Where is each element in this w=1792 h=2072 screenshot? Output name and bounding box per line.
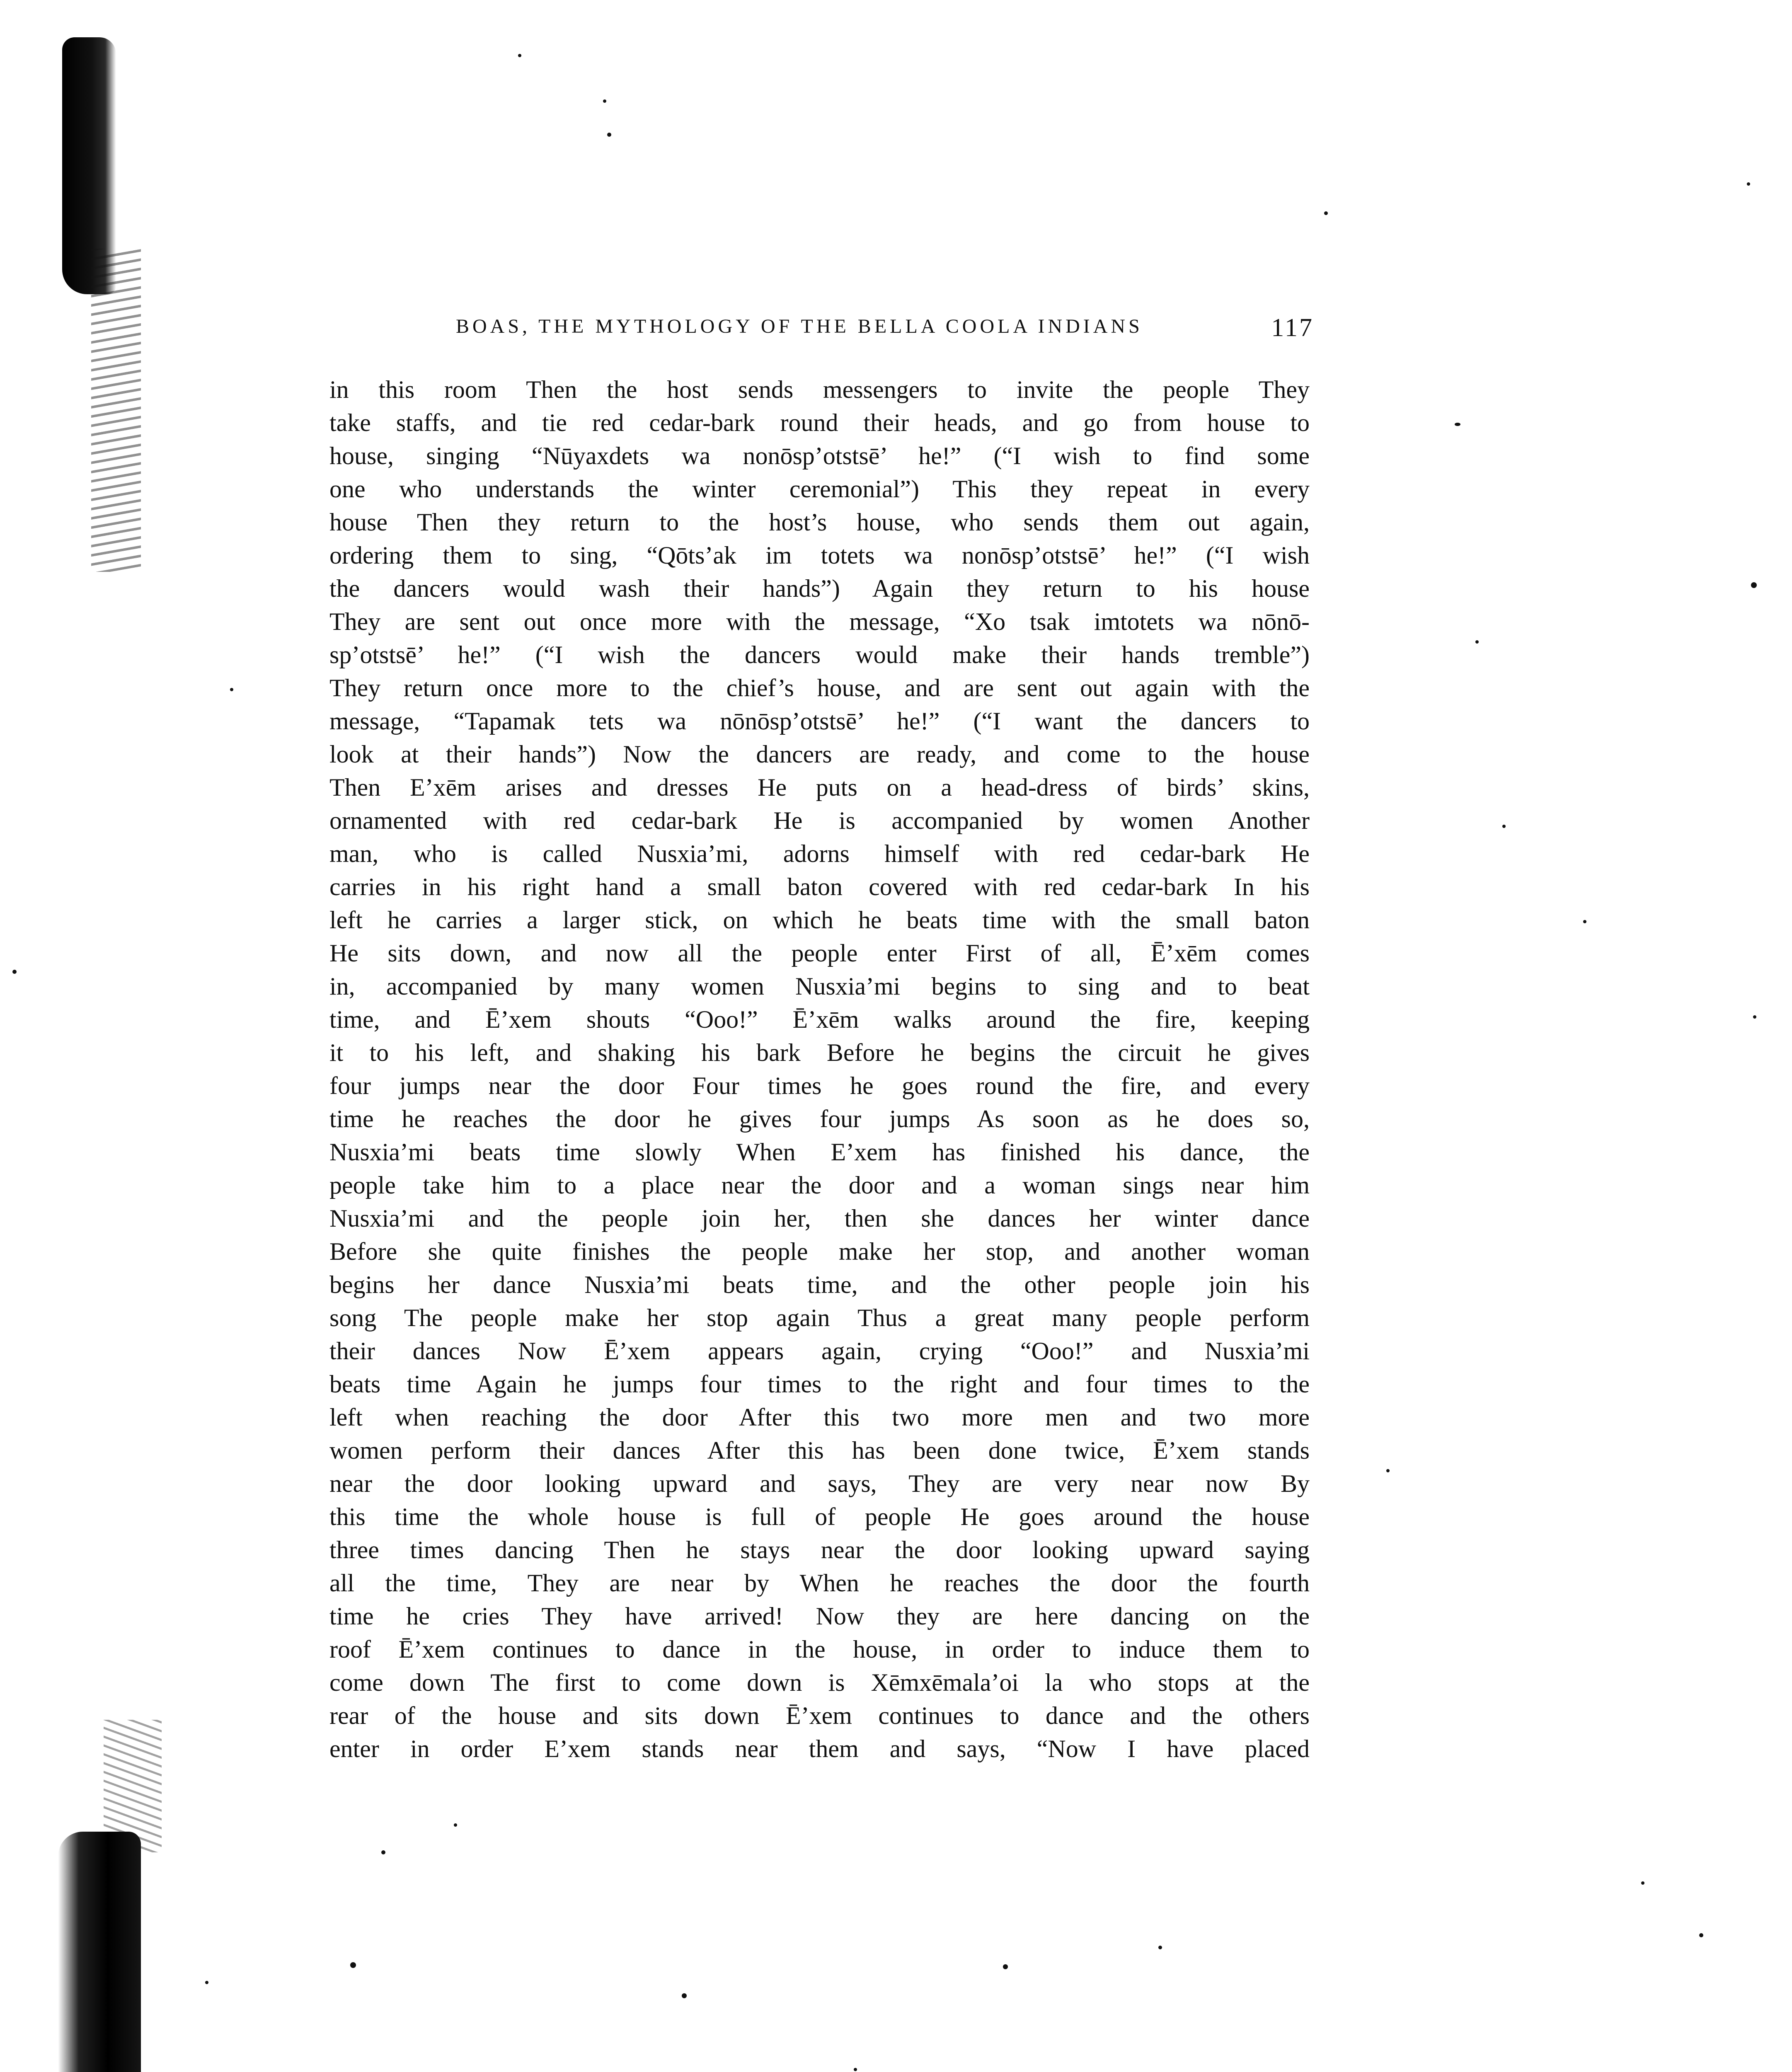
body-line: women perform their dances After this has been done twice, Ē’xem stands — [329, 1437, 1310, 1464]
body-line: ornamented with red cedar-bark He is accompanied by women Another — [329, 807, 1310, 834]
scan-speck — [854, 2068, 857, 2071]
scan-speck — [518, 54, 521, 57]
body-line: time he cries They have arrived! Now they are here dancing on the — [329, 1602, 1310, 1630]
scan-speck — [1386, 1469, 1390, 1472]
scan-speck — [381, 1850, 385, 1854]
scan-speck — [1751, 582, 1757, 588]
body-line: Nusxia’mi and the people join her, then she dances her winter dance — [329, 1205, 1310, 1232]
body-line: beats time Again he jumps four times to the right and four times to the — [329, 1370, 1310, 1398]
scan-speck — [1747, 182, 1750, 186]
scan-speck — [454, 1823, 457, 1827]
body-line: man, who is called Nusxia’mi, adorns himself with red cedar-bark He — [329, 840, 1310, 867]
body-line: house Then they return to the host’s house, who sends them out again, — [329, 508, 1310, 536]
scan-speck — [1753, 1015, 1756, 1019]
scan-speck — [230, 688, 233, 691]
binding-shadow-bottom — [58, 1832, 141, 2072]
body-line: begins her dance Nusxia’mi beats time, and the other people join his — [329, 1271, 1310, 1298]
body-line: ordering them to sing, “Qōts’ak im totets wa nonōsp’otstsē’ he!” (“I wish — [329, 542, 1310, 569]
body-line: Before she quite finishes the people make her stop, and another woman — [329, 1238, 1310, 1265]
scan-speck — [205, 1981, 208, 1984]
body-line: They are sent out once more with the message, “Xo tsak imtotets wa nōnō- — [329, 608, 1310, 635]
binding-fray-top — [91, 249, 141, 572]
body-line: take staffs, and tie red cedar-bark round their heads, and go from house to — [329, 409, 1310, 436]
body-line: it to his left, and shaking his bark Before he begins the circuit he gives — [329, 1039, 1310, 1066]
body-line: look at their hands”) Now the dancers are ready, and come to the house — [329, 741, 1310, 768]
body-line: message, “Tapamak tets wa nōnōsp’otstsē’ he!” (“I want the dancers to — [329, 707, 1310, 735]
body-line: Then E’xēm arises and dresses He puts on a head-dress of birds’ skins, — [329, 774, 1310, 801]
body-line: four jumps near the door Four times he goes round the fire, and every — [329, 1072, 1310, 1099]
running-head — [456, 315, 1314, 352]
body-line: enter in order E’xem stands near them and says, “Now I have placed — [329, 1735, 1310, 1762]
scan-speck — [1583, 920, 1586, 923]
body-line: in, accompanied by many women Nusxia’mi begins to sing and to beat — [329, 973, 1310, 1000]
scan-speck — [603, 99, 606, 103]
scan-speck — [1324, 211, 1328, 215]
body-line: They return once more to the chief’s house, and are sent out again with the — [329, 674, 1310, 702]
body-line: roof Ē’xem continues to dance in the house, in order to induce them to — [329, 1636, 1310, 1663]
body-line: rear of the house and sits down Ē’xem continues to dance and the others — [329, 1702, 1310, 1729]
body-line: their dances Now Ē’xem appears again, crying “Ooo!” and Nusxia’mi — [329, 1337, 1310, 1365]
body-line: people take him to a place near the door and a woman sings near him — [329, 1172, 1310, 1199]
body-line: time he reaches the door he gives four jumps As soon as he does so, — [329, 1105, 1310, 1133]
scan-speck — [1003, 1964, 1008, 1969]
body-line: this time the whole house is full of people He goes around the house — [329, 1503, 1310, 1530]
body-line: time, and Ē’xem shouts “Ooo!” Ē’xēm walks around the fire, keeping — [329, 1006, 1310, 1033]
scan-speck — [350, 1962, 356, 1968]
scan-speck — [1641, 1881, 1644, 1885]
running-head-title: BOAS, THE MYTHOLOGY OF THE BELLA COOLA INDIANS — [456, 315, 1143, 337]
page-number: 117 — [1271, 314, 1314, 342]
body-line: the dancers would wash their hands”) Again they return to his house — [329, 575, 1310, 602]
body-line: left he carries a larger stick, on which he beats time with the small baton — [329, 906, 1310, 934]
scan-speck — [607, 133, 611, 137]
body-line: carries in his right hand a small baton covered with red cedar-bark In his — [329, 873, 1310, 900]
scan-speck — [682, 1993, 687, 1998]
body-line: house, singing “Nūyaxdets wa nonōsp’otstsē’ he!” (“I wish to find some — [329, 442, 1310, 470]
body-line: song The people make her stop again Thus a great many people perform — [329, 1304, 1310, 1331]
body-line: three times dancing Then he stays near the door looking upward saying — [329, 1536, 1310, 1564]
scan-speck — [1502, 825, 1506, 828]
body-line: one who understands the winter ceremonial”) This they repeat in every — [329, 475, 1310, 503]
scan-speck — [1158, 1946, 1162, 1949]
scan-speck — [1455, 423, 1460, 426]
body-line: come down The first to come down is Xēmxēmala’oi la who stops at the — [329, 1669, 1310, 1696]
body-line: sp’otstsē’ he!” (“I wish the dancers would make their hands tremble”) — [329, 641, 1310, 668]
body-line: Nusxia’mi beats time slowly When E’xem has finished his dance, the — [329, 1138, 1310, 1166]
body-line: in this room Then the host sends messengers to invite the people They — [329, 376, 1310, 403]
body-paragraph — [329, 373, 1310, 1765]
body-line: left when reaching the door After this two more men and two more — [329, 1404, 1310, 1431]
scan-speck — [1699, 1933, 1703, 1937]
scan-speck — [1475, 640, 1479, 644]
body-line: He sits down, and now all the people enter First of all, Ē’xēm comes — [329, 939, 1310, 967]
scan-speck — [12, 970, 17, 974]
body-line: all the time, They are near by When he reaches the door the fourth — [329, 1569, 1310, 1597]
body-line: near the door looking upward and says, They are very near now By — [329, 1470, 1310, 1497]
